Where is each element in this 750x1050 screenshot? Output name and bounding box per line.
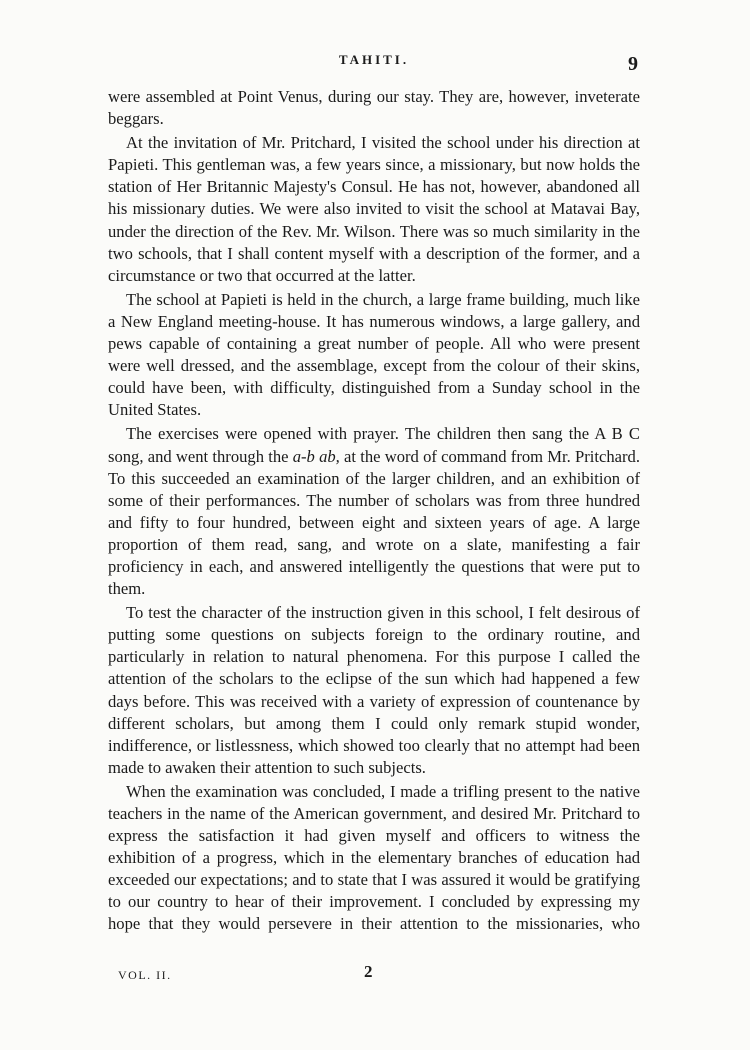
signature-mark: 2	[364, 962, 373, 981]
paragraph-eclipse-test: To test the character of the instruction given in this school, I felt desirous of putting some questions on subjects foreign to the ordinary routine, and particularly in relation to natural phenomena. For this purpose I called the attention of the scholars to the eclipse of the sun which had happened a few days before. This was received with a variety of expression of countenance by different scholars, but among them I could only remark stupid wonder, indifference, or listlessness, which showed too clearly that no attempt had been made to awaken their attention to such subjects.	[108, 603, 640, 777]
page-number: 9	[628, 53, 638, 75]
page-footer	[118, 962, 418, 986]
paragraph-exercises-italic: a-b ab,	[292, 446, 340, 466]
paragraph-exercises-text-a: The exercises were opened with prayer. The children then sang the A B C song, and went through the	[108, 424, 640, 466]
paragraph-continuation: were assembled at Point Venus, during our stay. They are, however, inveterate beggars.	[108, 87, 640, 129]
paragraph-exercises-text-b: at the word of command from Mr. Pritchard. To this succeeded an examination of the larger children, and an exhibition of some of their performances. The number of scholars was from three hundred and fifty to four hundred, between eight and sixteen years of age. A large proportion of them read, sang, and wrote on a slate, manifesting a fair proficiency in each, and answered intelligently the questions that were put to them.	[108, 446, 640, 599]
paragraph-church-building: The school at Papieti is held in the church, a large frame building, much like a New England meeting-house. It has numerous windows, a large gallery, and pews capable of containing a great number of people. All who were present were well dressed, and the assemblage, except from the colour of their skins, could have been, with difficulty, distinguished from a Sunday school in the United States.	[108, 289, 640, 420]
paragraph-exercises	[108, 423, 640, 600]
running-head	[108, 52, 640, 76]
paragraph-examination-concluded: When the examination was concluded, I made a trifling present to the native teachers in the name of the American government, and desired Mr. Pritchard to express the satisfaction it had given myself and officers to witness the exhibition of a progress, which in the elementary branches of education had exceeded our expectations; and to state that I was assured it would be gratifying to our country to hear of their improvement. I concluded by expressing my hope that they would persevere in their attention to the missionaries, who	[108, 781, 640, 934]
body-text	[108, 86, 640, 936]
volume-label: VOL. II.	[118, 968, 172, 982]
paragraph-school-visit: At the invitation of Mr. Pritchard, I visited the school under his direction at Papieti. This gentleman was, a few years since, a missionary, but now holds the station of Her Britannic Majesty's Consul. He has not, however, abandoned all his missionary duties. We were also invited to visit the school at Matavai Bay, under the direction of the Rev. Mr. Wilson. There was so much similarity in the two schools, that I shall content myself with a description of the former, and a circumstance or two that occurred at the latter.	[108, 133, 640, 285]
running-title: TAHITI.	[338, 52, 410, 67]
